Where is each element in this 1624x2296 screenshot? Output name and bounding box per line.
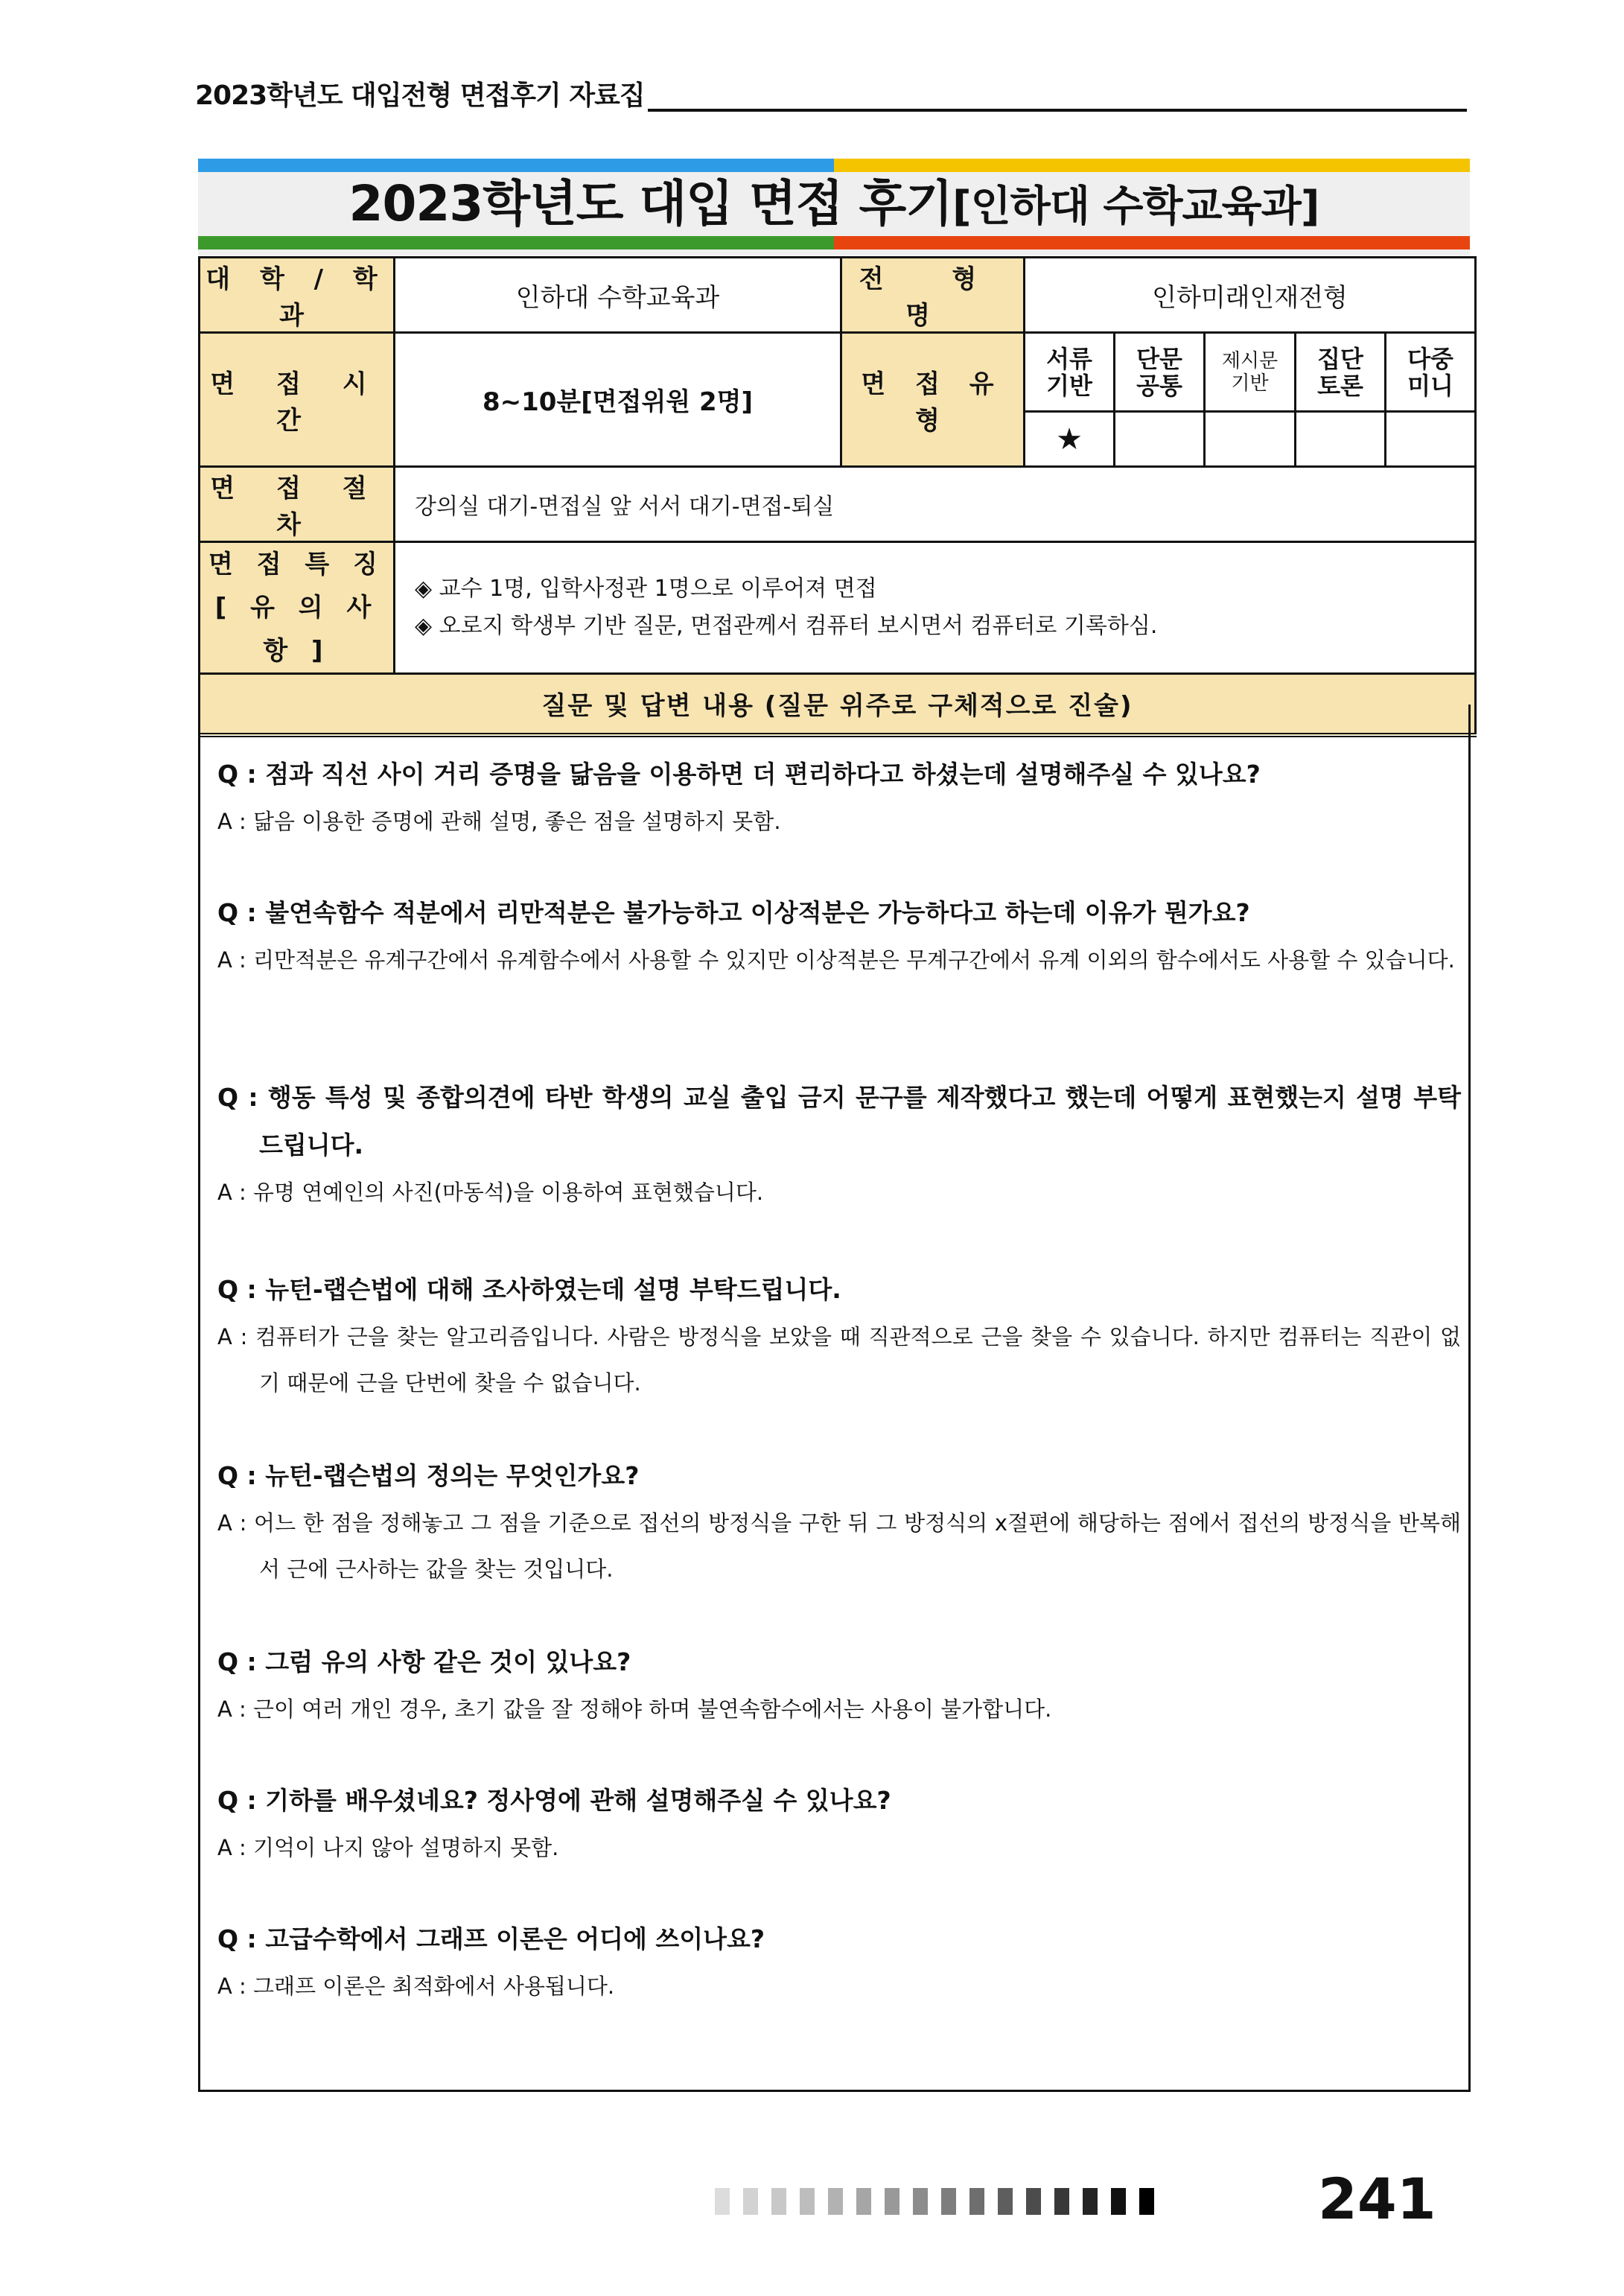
banner-band-yellow <box>834 159 1470 172</box>
feature-item: ◈ 교수 1명, 입학사정관 1명으로 이루어져 면접 <box>415 576 877 602</box>
time-value: 8~10분[면접위원 2명] <box>395 333 841 467</box>
type-header-document: 서류 기반 <box>1025 333 1115 412</box>
qa-item <box>217 1777 1461 1871</box>
answer: A : 리만적분은 유계구간에서 유계함수에서 사용할 수 있지만 이상적분은 무계구간에서 유계 이외의 함수에서도 사용할 수 있습니다. <box>217 947 1455 973</box>
qa-item <box>217 889 1461 983</box>
univ-label: 대 학 / 학 과 <box>200 258 395 333</box>
type-mark-short-common <box>1115 412 1205 467</box>
page-number: 241 <box>1318 2166 1436 2232</box>
type-mark-group <box>1296 412 1386 467</box>
question: Q : 그럼 유의 사항 같은 것이 있나요? <box>217 1647 631 1676</box>
qa-item <box>217 1452 1461 1592</box>
type-header-group: 집단 토론 <box>1296 333 1386 412</box>
question: Q : 행동 특성 및 종합의견에 타반 학생의 교실 출입 금지 문구를 제작했다고 했는데 어떻게 표현했는지 설명 부탁드립니다. <box>217 1083 1461 1160</box>
type-header-short-common: 단문 공통 <box>1115 333 1205 412</box>
qa-item <box>217 1915 1461 2009</box>
type-header-passage: 제시문 기반 <box>1205 333 1296 412</box>
answer: A : 유명 연예인의 사진(마동석)을 이용하여 표현했습니다. <box>217 1180 764 1205</box>
procedure-label: 면 접 절 차 <box>200 467 395 542</box>
type-mark-passage <box>1205 412 1296 467</box>
qa-item <box>217 751 1461 845</box>
track-label: 전 형 명 <box>841 258 1025 333</box>
banner-band-red <box>834 236 1470 249</box>
question: Q : 불연속함수 적분에서 리만적분은 불가능하고 이상적분은 가능하다고 하는데 이유가 뭔가요? <box>217 898 1250 927</box>
features-list <box>395 542 1476 674</box>
feature-item: ◈ 오로지 학생부 기반 질문, 면접관께서 컴퓨터 보시면서 컴퓨터로 기록하심. <box>415 613 1158 639</box>
type-header-mmi: 다중 미니 <box>1386 333 1476 412</box>
question: Q : 점과 직선 사이 거리 증명을 닮음을 이용하면 더 편리하다고 하셨는데 설명해주실 수 있나요? <box>217 760 1261 789</box>
info-table <box>198 256 1477 737</box>
title-sub: [인하대 수학교육과] <box>952 182 1319 231</box>
banner-band-blue <box>198 159 834 172</box>
qa-item <box>217 1638 1461 1732</box>
answer: A : 기억이 나지 않아 설명하지 못함. <box>217 1835 559 1860</box>
running-header: 2023학년도 대입전형 면접후기 자료집 <box>195 80 645 111</box>
footer-gradient-strip <box>715 2188 1154 2215</box>
answer: A : 그래프 이론은 최적화에서 사용됩니다. <box>217 1974 615 1999</box>
page-title <box>198 172 1470 236</box>
question: Q : 기하를 배우셨네요? 정사영에 관해 설명해주실 수 있나요? <box>217 1786 891 1815</box>
title-main: 2023학년도 대입 면접 후기 <box>348 175 952 232</box>
time-label: 면 접 시 간 <box>200 333 395 467</box>
qa-item <box>217 1074 1461 1215</box>
question: Q : 고급수학에서 그래프 이론은 어디에 쓰이나요? <box>217 1924 765 1953</box>
features-label: 면 접 특 징 [ 유 의 사 항 ] <box>200 542 395 674</box>
question: Q : 뉴턴-랩슨법에 대해 조사하였는데 설명 부탁드립니다. <box>217 1275 841 1304</box>
qa-section-title: 질문 및 답변 내용 (질문 위주로 구체적으로 진술) <box>200 674 1476 735</box>
track-value: 인하미래인재전형 <box>1025 258 1476 333</box>
header-rule <box>648 109 1467 112</box>
answer: A : 닮음 이용한 증명에 관해 설명, 좋은 점을 설명하지 못함. <box>217 809 781 834</box>
answer: A : 근이 여러 개인 경우, 초기 값을 잘 정해야 하며 불연속함수에서는 사용이 불가합니다. <box>217 1696 1052 1722</box>
type-mark-document: ★ <box>1025 412 1115 467</box>
answer: A : 컴퓨터가 근을 찾는 알고리즘입니다. 사람은 방정식을 보았을 때 직관적으로 근을 찾을 수 있습니다. 하지만 컴퓨터는 직관이 없기 때문에 근을 단번에 찾을 수 없습니다. <box>217 1324 1461 1396</box>
banner-band-green <box>198 236 834 249</box>
type-mark-mmi <box>1386 412 1476 467</box>
type-label: 면 접 유 형 <box>841 333 1025 467</box>
answer: A : 어느 한 점을 정해놓고 그 점을 기준으로 접선의 방정식을 구한 뒤 그 방정식의 x절편에 해당하는 점에서 접선의 방정식을 반복해서 근에 근사하는 값을 찾는 것입니다. <box>217 1510 1461 1582</box>
univ-value: 인하대 수학교육과 <box>395 258 841 333</box>
question: Q : 뉴턴-랩슨법의 정의는 무엇인가요? <box>217 1461 640 1490</box>
qa-item <box>217 1266 1461 1406</box>
procedure-value: 강의실 대기-면접실 앞 서서 대기-면접-퇴실 <box>395 467 1476 542</box>
